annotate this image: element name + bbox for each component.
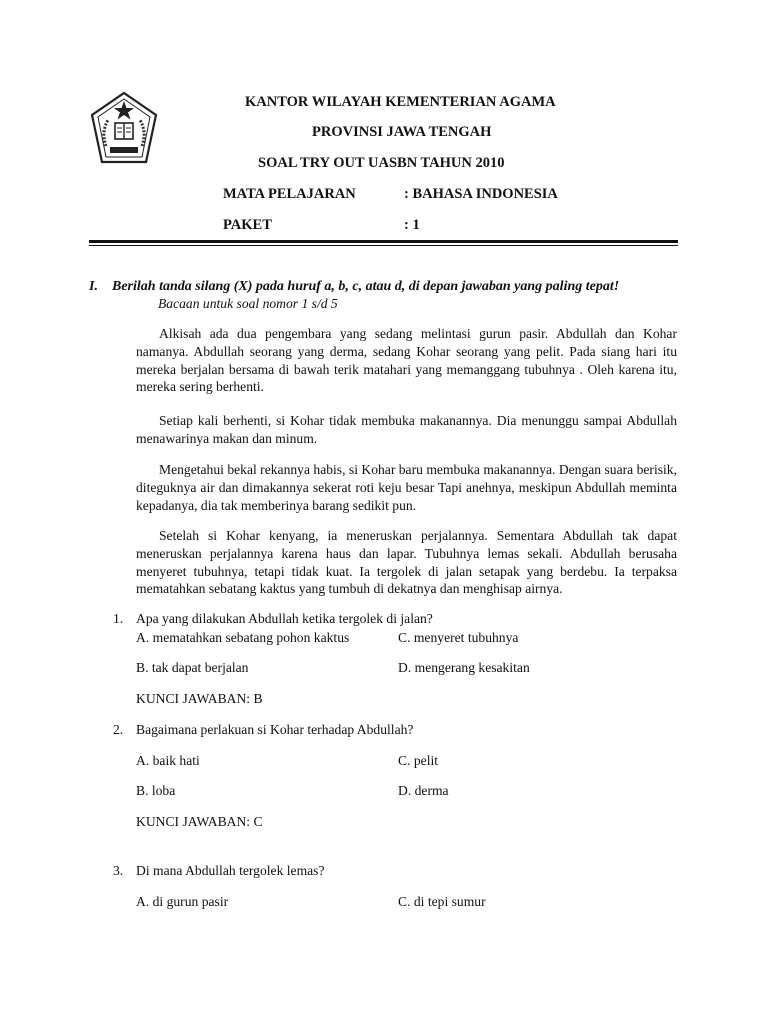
package-value: : 1 — [404, 217, 420, 233]
ministry-logo — [88, 90, 160, 168]
question-text: Di mana Abdullah tergolek lemas? — [136, 863, 325, 878]
question-number: 2. — [113, 722, 124, 737]
question-text: Apa yang dilakukan Abdullah ketika tergolek di jalan? — [136, 611, 433, 626]
passage-paragraph: Alkisah ada dua pengembara yang sedang melintasi gurun pasir. Abdullah dan Kohar namanya. Abdullah seorang yang derma, sedang Kohar seorang yang pelit. Pada siang hari itu mereka berjalan bersama di bawah terik matahari yang memanggang tubuhnya . Oleh karena itu, mereka sering berhenti. — [136, 326, 677, 395]
answer-key: KUNCI JAWABAN: B — [136, 691, 263, 706]
option-b[interactable]: B. loba — [136, 783, 176, 798]
question-number: 1. — [113, 611, 124, 626]
package-label: PAKET — [223, 217, 272, 233]
option-b[interactable]: B. tak dapat berjalan — [136, 660, 249, 675]
answer-key: KUNCI JAWABAN: C — [136, 814, 263, 829]
section-numeral: I. — [89, 279, 98, 294]
subject-label: MATA PELAJARAN — [223, 186, 356, 202]
option-a[interactable]: A. baik hati — [136, 753, 200, 768]
question-number: 3. — [113, 863, 124, 878]
option-d[interactable]: D. mengerang kesakitan — [398, 660, 530, 675]
option-c[interactable]: C. di tepi sumur — [398, 894, 486, 909]
header-line-1: KANTOR WILAYAH KEMENTERIAN AGAMA — [245, 94, 556, 110]
header-line-2: PROVINSI JAWA TENGAH — [312, 124, 492, 140]
option-d[interactable]: D. derma — [398, 783, 449, 798]
option-c[interactable]: C. pelit — [398, 753, 439, 768]
passage-paragraph: Setiap kali berhenti, si Kohar tidak membuka makanannya. Dia menunggu sampai Abdullah menawarinya makan dan minum. — [136, 413, 677, 446]
reading-note: Bacaan untuk soal nomor 1 s/d 5 — [158, 296, 338, 311]
option-a[interactable]: A. mematahkan sebatang pohon kaktus — [136, 630, 350, 645]
section-instruction: Berilah tanda silang (X) pada huruf a, b, c, atau d, di depan jawaban yang paling tepat! — [112, 279, 620, 294]
question-text: Bagaimana perlakuan si Kohar terhadap Abdullah? — [136, 722, 414, 737]
subject-value: : BAHASA INDONESIA — [404, 186, 558, 202]
option-c[interactable]: C. menyeret tubuhnya — [398, 630, 519, 645]
header-rule-thick — [89, 240, 678, 243]
header-rule-thin — [89, 245, 678, 246]
passage-paragraph: Mengetahui bekal rekannya habis, si Kohar baru membuka makanannya. Dengan suara berisik, diteguknya air dan dimakannya sekerat roti keju besar Tapi anehnya, meskipun Abdullah meminta kepadanya, dia tak memberinya barang sedikit pun. — [136, 462, 677, 513]
passage-paragraph: Setelah si Kohar kenyang, ia meneruskan perjalannya. Sementara Abdullah tak dapat meneruskan perjalannya karena haus dan lapar. Tubuhnya lemas sekali. Abdullah berusaha menyeret tubuhnya, tetapi tidak kuat. Ia tergolek di jalan setapak yang berdebu. Ia terpaksa mematahkan sebatang kaktus yang tumbuh di dekatnya dan menghisap airnya. — [136, 528, 677, 597]
header-line-3: SOAL TRY OUT UASBN TAHUN 2010 — [258, 155, 505, 171]
option-a[interactable]: A. di gurun pasir — [136, 894, 229, 909]
